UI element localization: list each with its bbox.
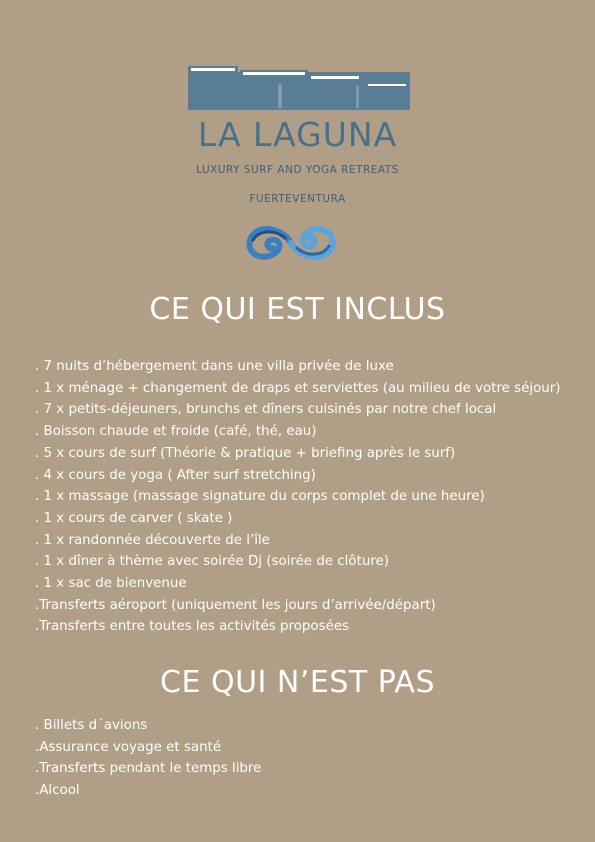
list-item: .Assurance voyage et santé	[35, 739, 222, 755]
list-item: .Transferts aéroport (uniquement les jours d’arrivée/départ)	[35, 597, 436, 613]
brand-logo	[0, 60, 595, 270]
list-item: . 7 x petits-déjeuners, brunchs et dîners cuisinés par notre chef local	[35, 402, 497, 418]
excluded-list	[35, 715, 261, 802]
list-item: .Transferts pendant le temps libre	[35, 761, 262, 777]
list-item: . Billets d´avions	[35, 718, 148, 733]
list-item: . 1 x randonnée découverte de l’île	[35, 532, 270, 548]
list-item: . 1 x cours de carver ( skate )	[35, 510, 233, 526]
wave-infinity-icon	[245, 220, 337, 266]
brand-name: LA LAGUNA	[197, 115, 398, 154]
list-item: .Alcool	[35, 783, 80, 799]
brand-tagline: LUXURY SURF AND YOGA RETREATS	[196, 164, 399, 176]
list-item: . 1 x dîner à thème avec soirée Dj (soirée de clôture)	[35, 554, 390, 570]
list-item: . 1 x massage (massage signature du corps complet de une heure)	[35, 489, 485, 505]
list-item: . 7 nuits d’hébergement dans une villa privée de luxe	[35, 359, 394, 374]
building-logo-icon	[188, 64, 410, 112]
list-item: . 1 x sac de bienvenue	[35, 576, 187, 592]
list-item: . 4 x cours de yoga ( After surf stretching)	[35, 467, 316, 483]
list-item: . 1 x ménage + changement de draps et serviettes (au milieu de votre séjour)	[35, 380, 561, 396]
included-list	[35, 356, 561, 638]
brand-location: FUERTEVENTURA	[249, 193, 346, 205]
list-item: . Boisson chaude et froide (café, thé, eau)	[35, 424, 317, 440]
included-title: CE QUI EST INCLUS	[149, 292, 446, 327]
list-item: . 5 x cours de surf (Théorie & pratique + briefing après le surf)	[35, 445, 456, 461]
list-item: .Transferts entre toutes les activités proposées	[35, 619, 350, 635]
excluded-title: CE QUI N’EST PAS	[160, 665, 435, 700]
